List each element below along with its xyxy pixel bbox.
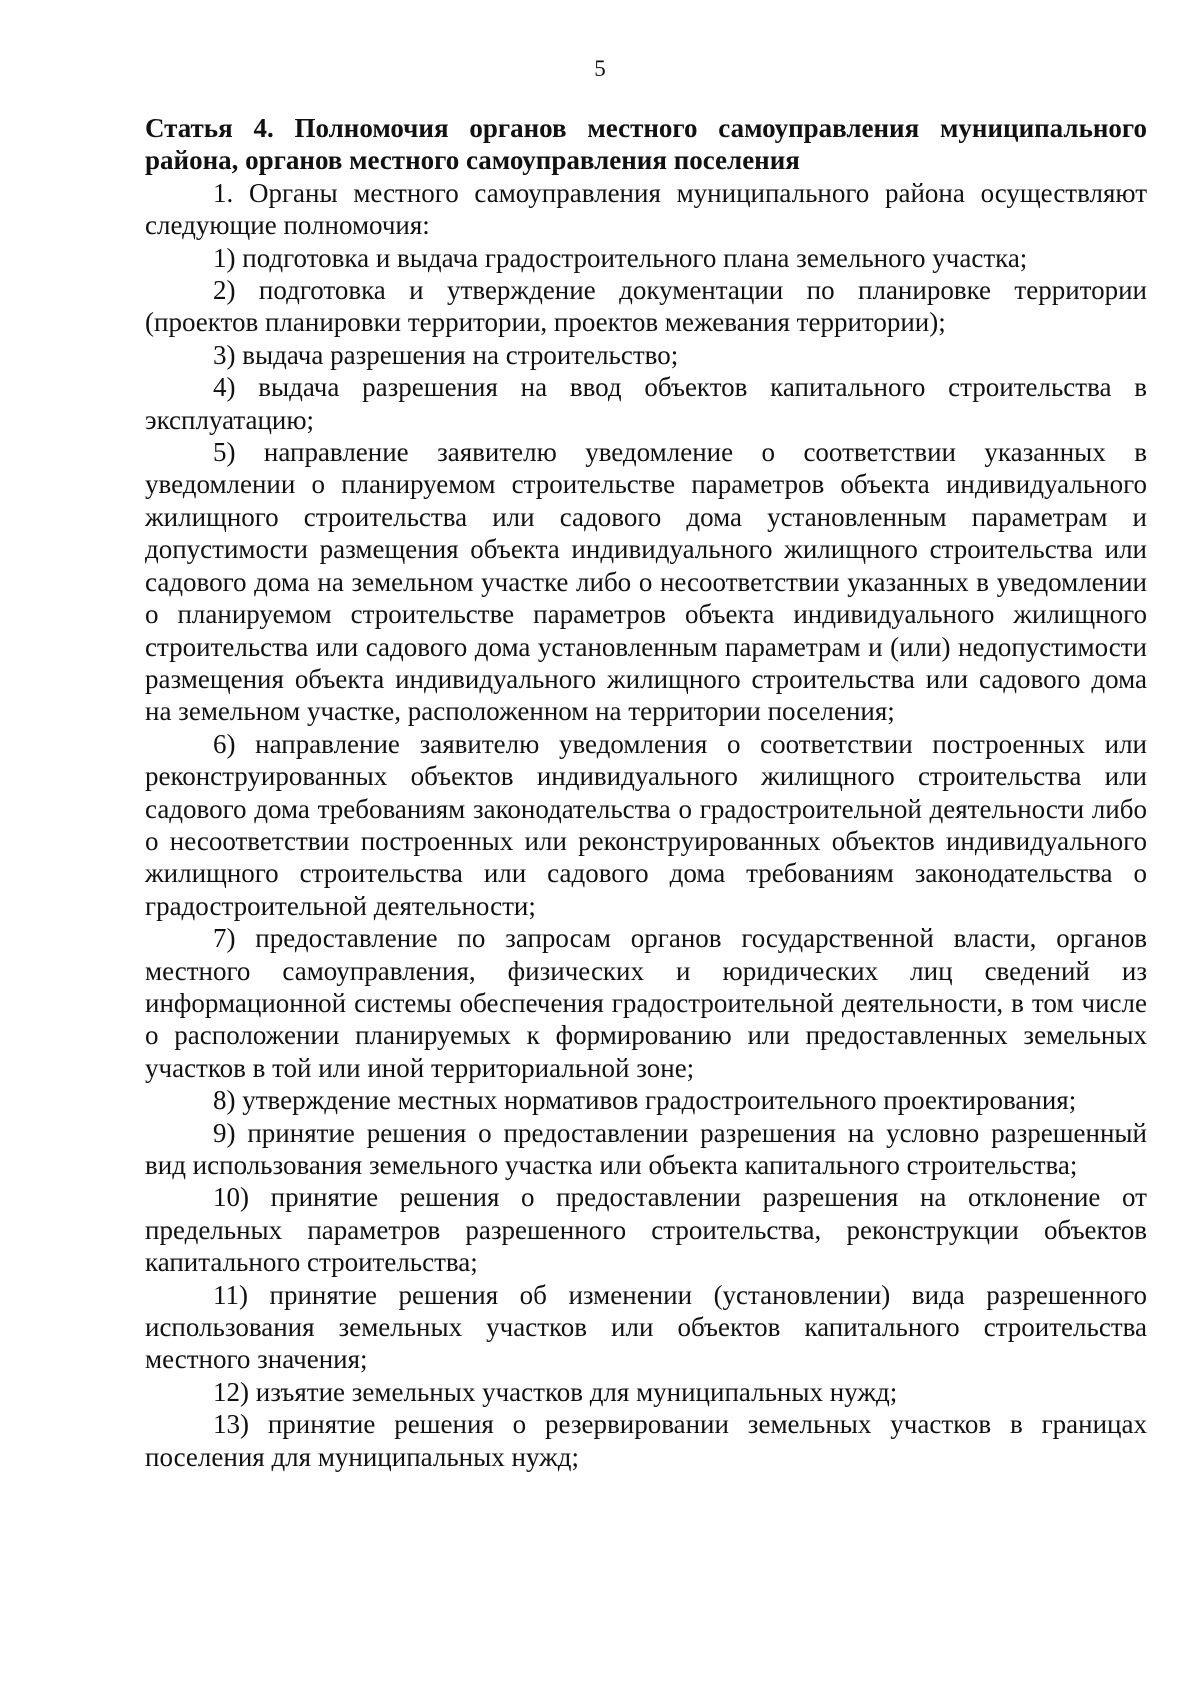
paragraph-item-11: 11) принятие решения об изменении (установлении) вида разрешенного использования земельных участков или объектов капитального строительства местного значения;: [145, 1279, 1147, 1375]
article-title: Статья 4. Полномочия органов местного самоуправления муниципального района, органов местного самоуправления поселения: [145, 113, 1147, 176]
paragraph-item-12: 12) изъятие земельных участков для муниципальных нужд;: [213, 1376, 898, 1407]
paragraph-item-8: 8) утверждение местных нормативов градостроительного проектирования;: [213, 1085, 1077, 1116]
paragraph-item-2: 2) подготовка и утверждение документации по планировке территории (проектов планировки территории, проектов межевания территории);: [145, 275, 1147, 338]
page-number: 5: [594, 56, 606, 81]
paragraph-item-5: 5) направление заявителю уведомление о соответствии указанных в уведомлении о планируемом строительстве параметров объекта индивидуального жилищного строительства или садового дома установленным параметрам и допустимости размещения объекта индивидуального жилищного строительства или садового дома на земельном участке либо о несоответствии указанных в уведомлении о планируемом строительстве параметров объекта индивидуального жилищного строительства или садового дома установленным параметрам и (или) недопустимости размещения объекта индивидуального жилищного строительства или садового дома на земельном участке, расположенном на территории поселения;: [145, 437, 1147, 727]
document-body: [145, 112, 1147, 1473]
paragraph-item-10: 10) принятие решения о предоставлении разрешения на отклонение от предельных параметров разрешенного строительства, реконструкции объектов капитального строительства;: [145, 1182, 1147, 1278]
paragraph-intro: 1. Органы местного самоуправления муниципального района осуществляют следующие полномочия:: [145, 177, 1147, 241]
paragraph-item-9: 9) принятие решения о предоставлении разрешения на условно разрешенный вид использования земельного участка или объекта капитального строительства;: [145, 1117, 1147, 1180]
paragraph-item-4: 4) выдача разрешения на ввод объектов капитального строительства в эксплуатацию;: [145, 372, 1147, 435]
paragraph-item-7: 7) предоставление по запросам органов государственной власти, органов местного самоуправления, физических и юридических лиц сведений из информационной системы обеспечения градостроительной деятельности, в том числе о расположении планируемых к формированию или предоставленных земельных участков в той или иной территориальной зоне;: [145, 923, 1147, 1083]
paragraph-item-6: 6) направление заявителю уведомления о соответствии построенных или реконструированных объектов индивидуального жилищного строительства или садового дома требованиям законодательства о градостроительной деятельности либо о несоответствии построенных или реконструированных объектов индивидуального жилищного строительства или садового дома требованиям законодательства о градостроительной деятельности;: [145, 728, 1147, 921]
paragraph-item-13: 13) принятие решения о резервировании земельных участков в границах поселения для муниципальных нужд;: [145, 1409, 1147, 1472]
paragraph-item-1: 1) подготовка и выдача градостроительного плана земельного участка;: [213, 242, 1028, 273]
paragraph-item-3: 3) выдача разрешения на строительство;: [213, 339, 679, 370]
